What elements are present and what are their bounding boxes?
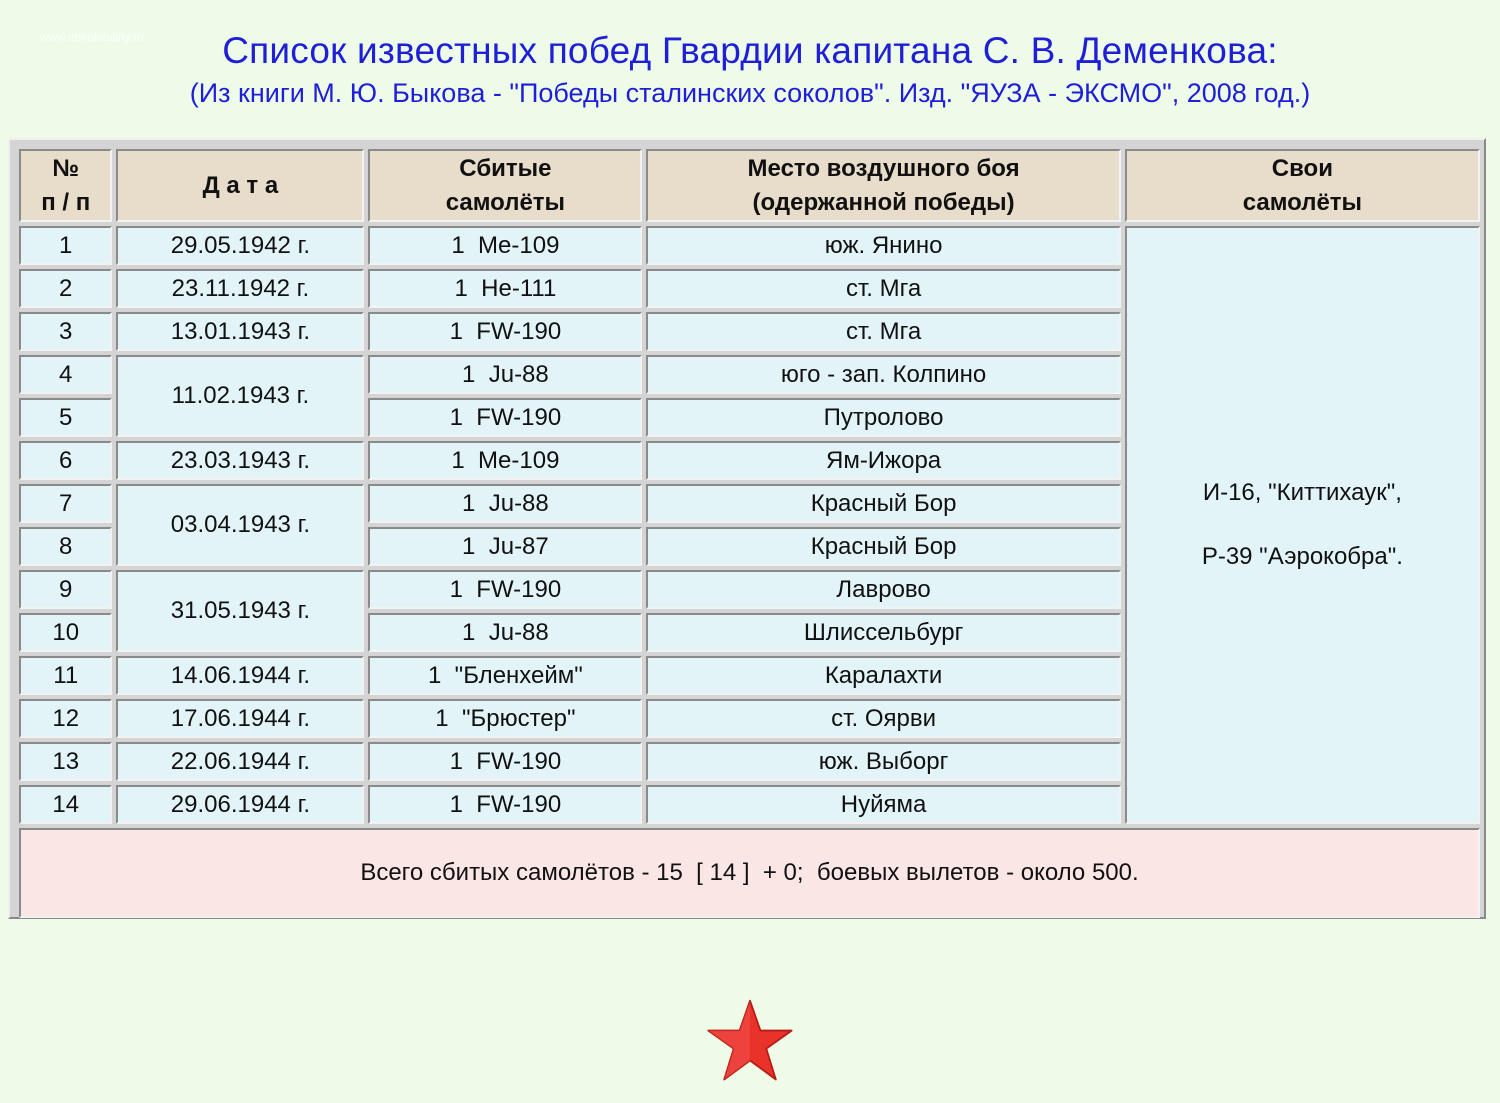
summary-text: Всего сбитых самолётов - 15 [ 14 ] + 0; боевых вылетов - около 500. — [19, 828, 1480, 918]
row-date: 03.04.1943 г. — [116, 484, 364, 566]
row-date: 22.06.1944 г. — [116, 742, 364, 781]
page-subtitle: (Из книги М. Ю. Быкова - "Победы сталинских соколов". Изд. "ЯУЗА - ЭКСМО", 2008 год.) — [189, 78, 1311, 108]
red-star-icon — [704, 998, 796, 1084]
row-num: 1 — [19, 226, 112, 265]
row-num: 2 — [19, 269, 112, 308]
row-num: 4 — [19, 355, 112, 394]
row-place: Ям-Ижора — [646, 441, 1120, 480]
row-plane: 1 FW-190 — [368, 312, 642, 351]
page-title: Список известных побед Гвардии капитана С. В. Деменкова: — [222, 30, 1278, 71]
row-num: 6 — [19, 441, 112, 480]
row-place: юго - зап. Колпино — [646, 355, 1120, 394]
row-num: 8 — [19, 527, 112, 566]
header-num-line1: № — [52, 154, 80, 182]
row-place: Каралахти — [646, 656, 1120, 695]
row-plane: 1 Ju-88 — [368, 613, 642, 652]
row-place: Лаврово — [646, 570, 1120, 609]
own-planes-line2: Р-39 "Аэрокобра". — [1201, 543, 1403, 570]
header-place — [646, 149, 1120, 222]
row-plane: 1 Me-109 — [368, 441, 642, 480]
row-date: 29.05.1942 г. — [116, 226, 364, 265]
row-num: 7 — [19, 484, 112, 523]
summary-row — [19, 828, 1480, 918]
row-num: 10 — [19, 613, 112, 652]
watermark: www.sokolstaliny.ru — [40, 30, 144, 44]
row-plane: 1 Ju-87 — [368, 527, 642, 566]
row-date: 31.05.1943 г. — [116, 570, 364, 652]
row-plane: 1 Ju-88 — [368, 484, 642, 523]
row-num: 12 — [19, 699, 112, 738]
row-place: юж. Выборг — [646, 742, 1120, 781]
row-num: 14 — [19, 785, 112, 824]
row-place: ст. Мга — [646, 269, 1120, 308]
row-date: 17.06.1944 г. — [116, 699, 364, 738]
header-planes — [368, 149, 642, 222]
header-own — [1125, 149, 1480, 222]
row-place: Красный Бор — [646, 527, 1120, 566]
row-plane: 1 FW-190 — [368, 742, 642, 781]
row-plane: 1 FW-190 — [368, 570, 642, 609]
row-place: Нуйяма — [646, 785, 1120, 824]
row-plane: 1 Me-109 — [368, 226, 642, 265]
victories-table — [15, 145, 1484, 922]
header-num-line2: п / п — [41, 188, 91, 216]
header-own-line1: Свои — [1271, 154, 1333, 182]
table-header-row — [19, 149, 1480, 222]
row-num: 9 — [19, 570, 112, 609]
row-plane: 1 "Бленхейм" — [368, 656, 642, 695]
row-plane: 1 Ju-88 — [368, 355, 642, 394]
row-place: ст. Мга — [646, 312, 1120, 351]
row-place: ст. Оярви — [646, 699, 1120, 738]
victories-table-frame — [8, 138, 1486, 919]
header-place-line1: Место воздушного боя — [747, 154, 1020, 182]
row-plane: 1 "Брюстер" — [368, 699, 642, 738]
row-plane: 1 FW-190 — [368, 785, 642, 824]
row-plane: 1 He-111 — [368, 269, 642, 308]
own-planes-line1: И-16, "Киттихаук", — [1202, 479, 1402, 506]
row-num: 5 — [19, 398, 112, 437]
row-date: 29.06.1944 г. — [116, 785, 364, 824]
header-own-line2: самолёты — [1242, 188, 1363, 216]
row-date: 14.06.1944 г. — [116, 656, 364, 695]
row-place: Красный Бор — [646, 484, 1120, 523]
table-row — [19, 226, 1480, 265]
row-date: 13.01.1943 г. — [116, 312, 364, 351]
row-date: 23.11.1942 г. — [116, 269, 364, 308]
row-place: юж. Янино — [646, 226, 1120, 265]
own-planes-cell — [1125, 226, 1480, 824]
row-place: Шлиссельбург — [646, 613, 1120, 652]
header-planes-line2: самолёты — [445, 188, 566, 216]
row-plane: 1 FW-190 — [368, 398, 642, 437]
header-planes-line1: Сбитые — [459, 154, 552, 182]
header-place-line2: (одержанной победы) — [752, 188, 1015, 216]
row-num: 11 — [19, 656, 112, 695]
row-num: 3 — [19, 312, 112, 351]
header-date: Д а т а — [116, 149, 364, 222]
row-num: 13 — [19, 742, 112, 781]
header-num — [19, 149, 112, 222]
row-date: 11.02.1943 г. — [116, 355, 364, 437]
row-date: 23.03.1943 г. — [116, 441, 364, 480]
row-place: Путролово — [646, 398, 1120, 437]
